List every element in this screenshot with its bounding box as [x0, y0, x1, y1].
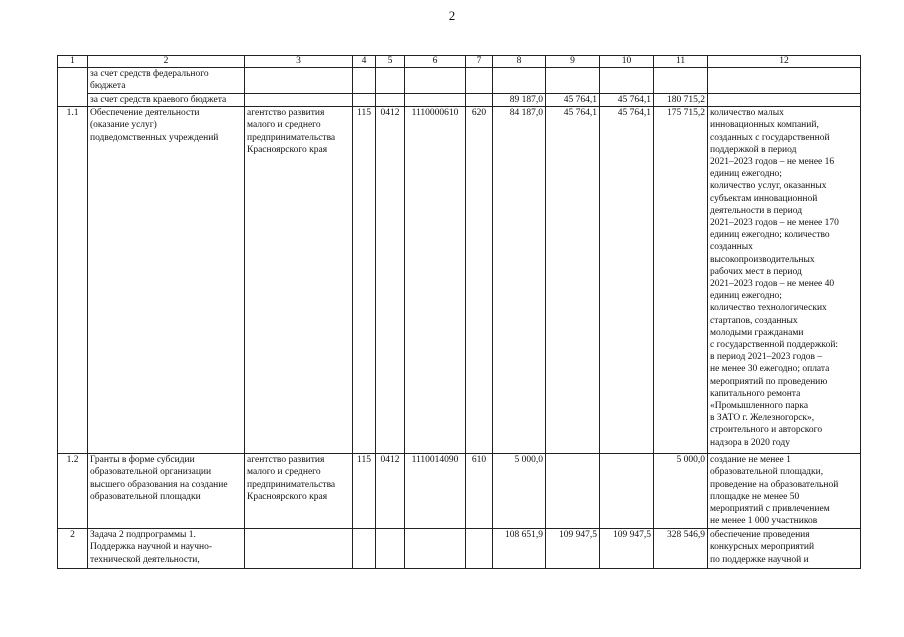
value-cell: 5 000,0 [654, 454, 708, 529]
csr-code: 1110000610 [405, 107, 466, 454]
page-number: 2 [448, 8, 456, 23]
budget-table [57, 55, 861, 569]
grbs-code: 115 [353, 107, 376, 454]
header-cell: 1 [58, 56, 88, 68]
table-row [58, 94, 861, 107]
header-cell: 2 [88, 56, 245, 68]
value-cell [546, 454, 600, 529]
header-cell: 7 [466, 56, 493, 68]
value-cell: 108 651,9 [493, 529, 546, 569]
header-cell: 8 [493, 56, 546, 68]
source-name: за счет средств краевого бюджета [88, 94, 245, 107]
header-cell: 3 [245, 56, 353, 68]
executor: агентство развития малого и среднего предпринимательства Красноярского края [245, 454, 353, 529]
header-cell: 11 [654, 56, 708, 68]
task-name: Задача 2 подпрограммы 1. Поддержка научной и научно- технической деятельности, [88, 529, 245, 569]
table-row [58, 529, 861, 569]
table-row [58, 68, 861, 94]
header-cell: 4 [353, 56, 376, 68]
csr-code: 1110014090 [405, 454, 466, 529]
value-cell: 180 715,2 [654, 94, 708, 107]
table-row [58, 107, 861, 454]
expected-result: обеспечение проведения конкурсных мероприятий по поддержке научной и [708, 529, 861, 569]
header-cell: 5 [376, 56, 405, 68]
header-cell: 12 [708, 56, 861, 68]
value-cell: 45 764,1 [546, 107, 600, 454]
vr-code: 620 [466, 107, 493, 454]
source-name: за счет средств федерального бюджета [88, 68, 245, 94]
row-number: 1.2 [58, 454, 88, 529]
measure-name: Гранты в форме субсидии образовательной организации высшего образования на создание образовательной площадки [88, 454, 245, 529]
value-cell: 175 715,2 [654, 107, 708, 454]
rzpr-code: 0412 [376, 107, 405, 454]
value-cell: 328 546,9 [654, 529, 708, 569]
rzpr-code: 0412 [376, 454, 405, 529]
value-cell: 89 187,0 [493, 94, 546, 107]
value-cell: 84 187,0 [493, 107, 546, 454]
table-row [58, 454, 861, 529]
measure-name: Обеспечение деятельности (оказание услуг) подведомственных учреждений [88, 107, 245, 454]
value-cell: 45 764,1 [600, 107, 654, 454]
row-number: 2 [58, 529, 88, 569]
expected-result: создание не менее 1 образовательной площадки, проведение на образовательной площадке не менее 50 мероприятий с привлечением не менее 1 000 участников [708, 454, 861, 529]
expected-result: количество малых инновационных компаний, созданных с государственной поддержкой в период 2021–2023 годов – не менее 16 единиц ежегодно; количество услуг, оказанных субъектам инновационной деятельности в период 2021–2023 годов – не менее 170 единиц ежегодно; количество созданных высокопроизводительных рабочих мест в период 2021–2023 годов – не менее 40 единиц ежегодно; количество технологических стартапов, созданных молодыми гражданами с государственной поддержкой: в период 2021–2023 годов – не менее 30 ежегодно; оплата мероприятий по проведению капитального ремонта «Промышленного парка в ЗАТО г. Железногорск», строительного и авторского надзора в 2020 году [708, 107, 861, 454]
value-cell: 109 947,5 [600, 529, 654, 569]
header-cell: 10 [600, 56, 654, 68]
header-row [58, 56, 861, 68]
value-cell: 45 764,1 [600, 94, 654, 107]
vr-code: 610 [466, 454, 493, 529]
grbs-code: 115 [353, 454, 376, 529]
executor: агентство развития малого и среднего предпринимательства Красноярского края [245, 107, 353, 454]
header-cell: 9 [546, 56, 600, 68]
row-number: 1.1 [58, 107, 88, 454]
value-cell: 109 947,5 [546, 529, 600, 569]
header-cell: 6 [405, 56, 466, 68]
value-cell [600, 454, 654, 529]
value-cell: 5 000,0 [493, 454, 546, 529]
value-cell: 45 764,1 [546, 94, 600, 107]
